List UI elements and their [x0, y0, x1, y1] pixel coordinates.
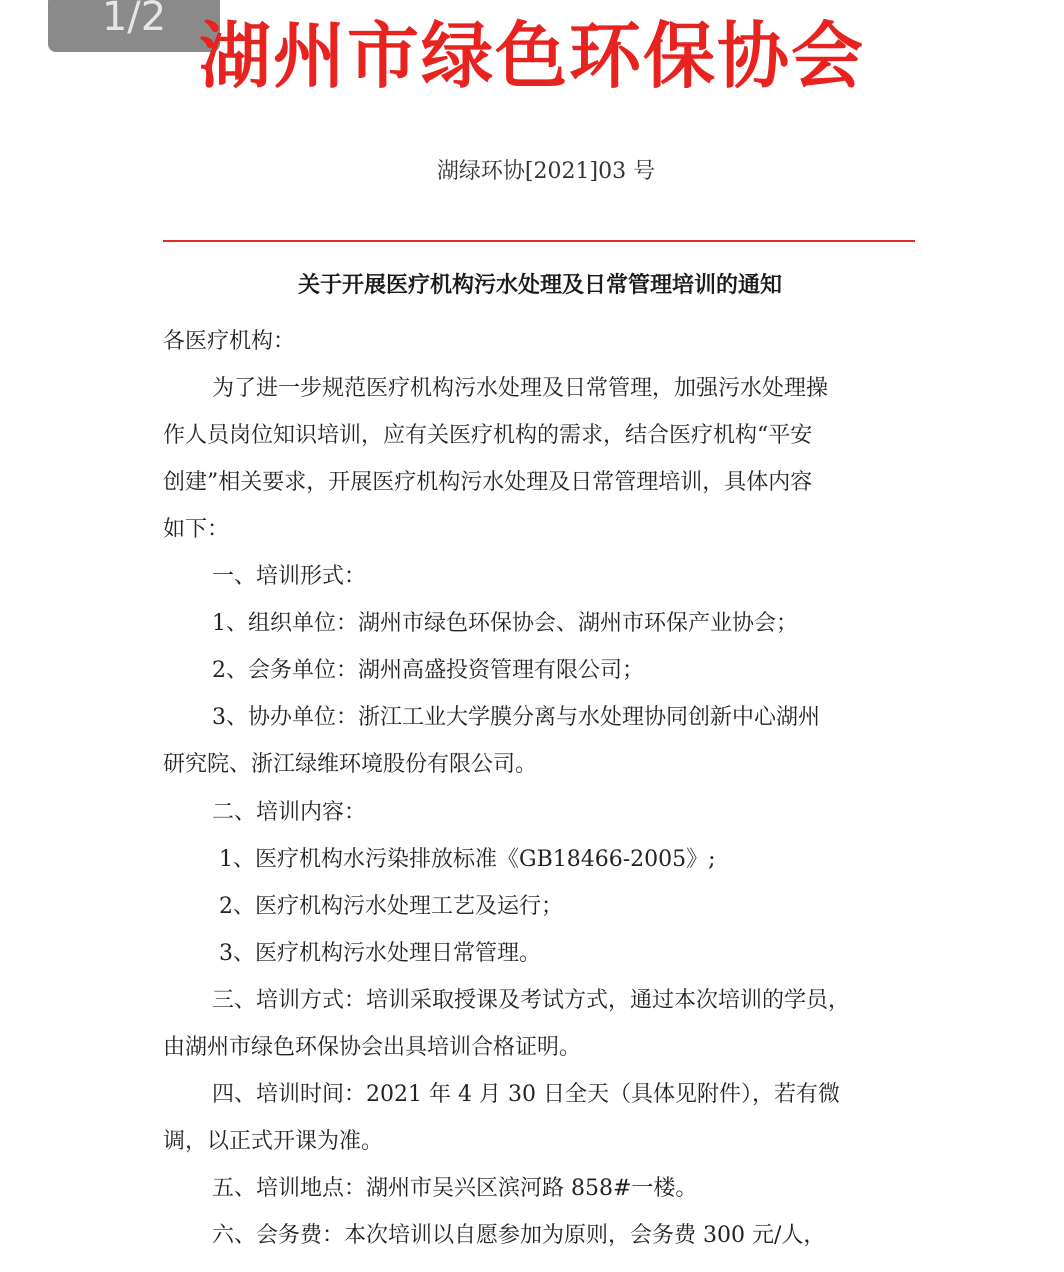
list-item: 2、会务单位：湖州高盛投资管理有限公司；: [212, 658, 644, 683]
list-item: 2、医疗机构污水处理工艺及运行；: [219, 894, 563, 919]
organization-masthead: 湖州市绿色环保协会: [198, 14, 865, 98]
page-indicator: 1/2: [48, 0, 220, 52]
paragraph-line: 六、会务费：本次培训以自愿参加为原则，会务费 300 元/人，: [212, 1223, 826, 1248]
intro-line: 为了进一步规范医疗机构污水处理及日常管理，加强污水处理操: [212, 376, 829, 401]
document-number: 湖绿环协[2021]03 号: [436, 159, 656, 184]
intro-line: 如下：: [163, 517, 230, 542]
paragraph-line: 三、培训方式：培训采取授课及考试方式，通过本次培训的学员，: [212, 988, 851, 1013]
paragraph-line: 五、培训地点：湖州市吴兴区滨河路 858#一楼。: [212, 1176, 698, 1201]
list-item: 1、组织单位：湖州市绿色环保协会、湖州市环保产业协会；: [212, 611, 798, 636]
list-item: 3、协办单位：浙江工业大学膜分离与水处理协同创新中心湖州: [212, 705, 820, 730]
list-item: 研究院、浙江绿维环境股份有限公司。: [163, 752, 538, 777]
paragraph-line: 调，以正式开课为准。: [163, 1129, 384, 1154]
paragraph-line: 由湖州市绿色环保协会出具培训合格证明。: [163, 1035, 582, 1060]
section-heading: 一、培训形式：: [212, 564, 367, 589]
red-divider: [163, 240, 915, 242]
salutation: 各医疗机构：: [163, 329, 296, 354]
list-item: 1、医疗机构水污染排放标准《GB18466-2005》;: [219, 847, 716, 872]
paragraph-line: 四、培训时间：2021 年 4 月 30 日全天（具体见附件），若有微: [212, 1082, 840, 1107]
intro-line: 作人员岗位知识培训，应有关医疗机构的需求，结合医疗机构“平安: [163, 423, 813, 448]
document-title: 关于开展医疗机构污水处理及日常管理培训的通知: [297, 273, 782, 298]
intro-line: 创建”相关要求，开展医疗机构污水处理及日常管理培训，具体内容: [163, 470, 813, 495]
section-heading: 二、培训内容：: [212, 800, 367, 825]
list-item: 3、医疗机构污水处理日常管理。: [219, 941, 541, 966]
